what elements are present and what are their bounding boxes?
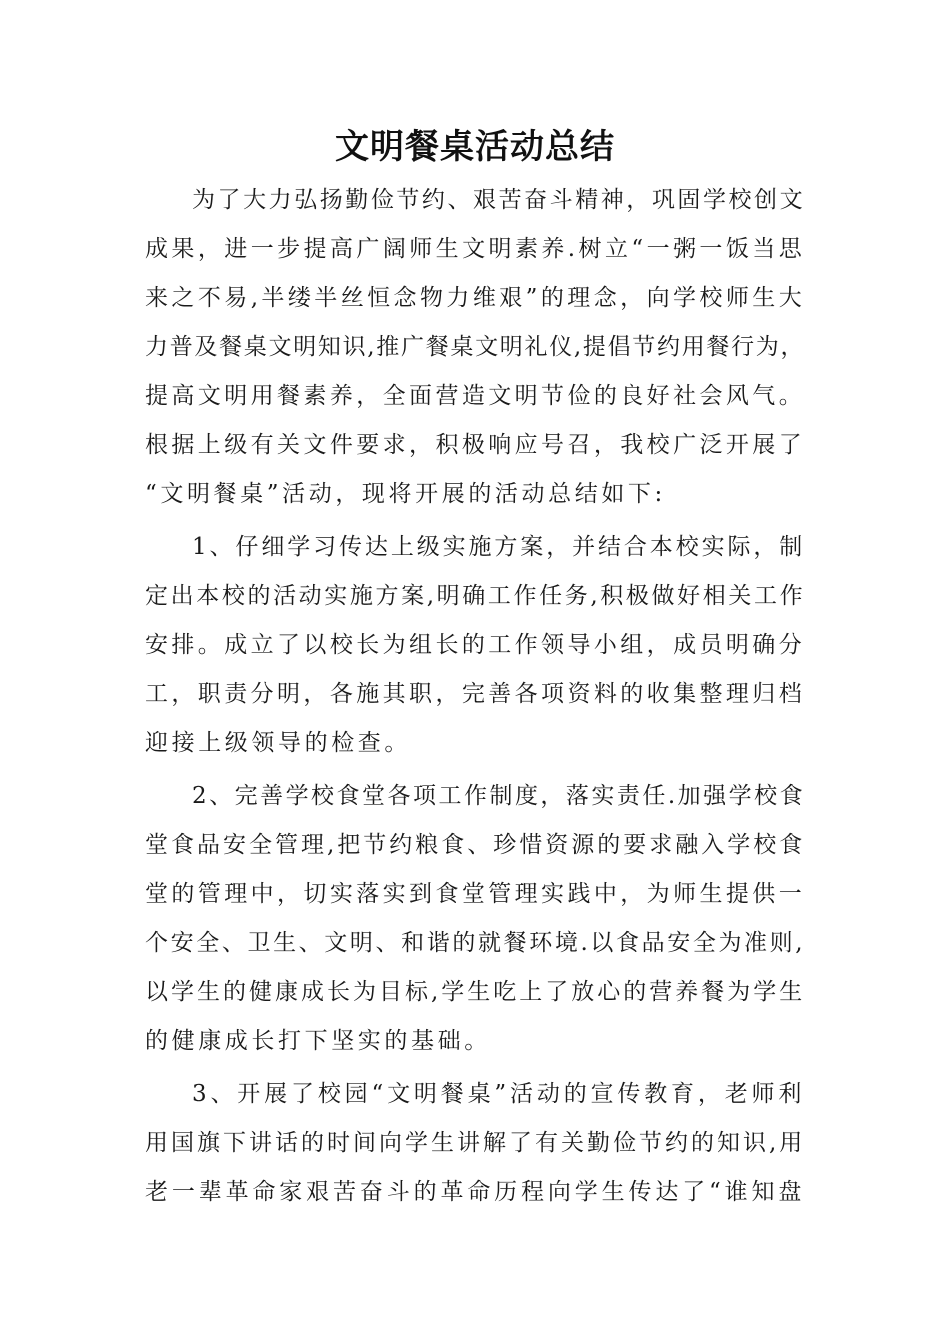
paragraph-line: 的健康成长打下坚实的基础。 — [145, 1028, 491, 1054]
paragraph-line: “文明餐桌”活动，现将开展的活动总结如下: — [145, 481, 666, 507]
paragraph-line: 堂食品安全管理,把节约粮食、珍惜资源的要求融入学校食 — [145, 832, 806, 858]
paragraph-line: 工，职责分明，各施其职，完善各项资料的收集整理归档 — [145, 681, 805, 707]
document-title: 文明餐桌活动总结 — [335, 127, 615, 167]
paragraph-line: 以学生的健康成长为目标,学生吃上了放心的营养餐为学生 — [145, 979, 806, 1005]
paragraph-line: 根据上级有关文件要求，积极响应号召，我校广泛开展了 — [145, 432, 805, 458]
paragraph-line: 堂的管理中，切实落实到食堂管理实践中，为师生提供一 — [145, 881, 805, 907]
paragraph-line: 定出本校的活动实施方案,明确工作任务,积极做好相关工作 — [145, 583, 805, 609]
paragraph-line: 提高文明用餐素养，全面营造文明节俭的良好社会风气。 — [145, 383, 805, 409]
paragraph-line: 力普及餐桌文明知识,推广餐桌文明礼仪,提倡节约用餐行为， — [145, 334, 805, 360]
paragraph-line: 个安全、卫生、文明、和谐的就餐环境.以食品安全为准则, — [145, 930, 805, 956]
paragraph-line: 2、完善学校食堂各项工作制度，落实责任.加强学校食 — [192, 783, 805, 809]
paragraph-line: 来之不易,半缕半丝恒念物力维艰”的理念，向学校师生大 — [145, 285, 805, 311]
paragraph-line: 1、仔细学习传达上级实施方案，并结合本校实际，制 — [192, 534, 805, 560]
paragraph-line: 老一辈革命家艰苦奋斗的革命历程向学生传达了“谁知盘 — [145, 1179, 805, 1205]
paragraph-line: 安排。成立了以校长为组长的工作领导小组，成员明确分 — [145, 632, 805, 658]
paragraph-line: 为了大力弘扬勤俭节约、艰苦奋斗精神，巩固学校创文 — [192, 187, 805, 213]
paragraph-line: 迎接上级领导的检查。 — [145, 730, 411, 756]
paragraph-line: 用国旗下讲话的时间向学生讲解了有关勤俭节约的知识,用 — [145, 1130, 806, 1156]
paragraph-line: 3、开展了校园“文明餐桌”活动的宣传教育，老师利 — [192, 1081, 805, 1107]
paragraph-line: 成果，进一步提高广阔师生文明素养.树立“一粥一饭当思 — [145, 236, 805, 262]
